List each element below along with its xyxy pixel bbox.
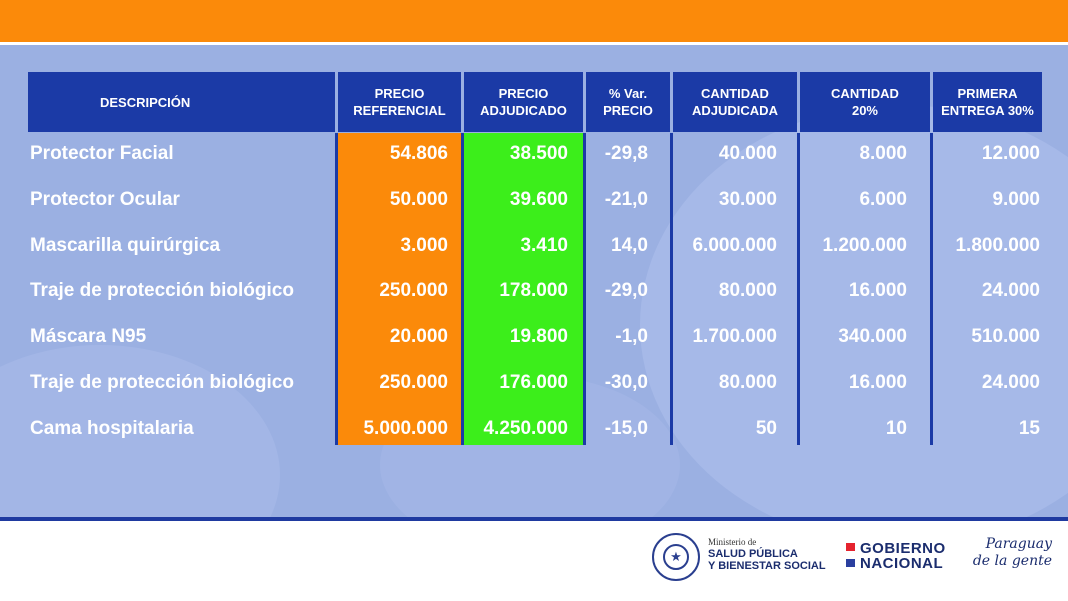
- cell-var-precio: -29,0: [604, 280, 648, 301]
- cell-cantidad-adjudicada: 80.000: [718, 372, 777, 393]
- cell-descripcion: Cama hospitalaria: [30, 418, 194, 439]
- gobierno-line: NACIONAL: [860, 555, 944, 572]
- header-label: PRIMERA: [957, 86, 1018, 101]
- header-label: ADJUDICADO: [480, 103, 567, 118]
- header-descripcion: [28, 72, 335, 132]
- header-primera-entrega: [933, 72, 1042, 132]
- header-label: CANTIDAD: [701, 86, 769, 101]
- cell-cantidad-20: 1.200.000: [822, 235, 907, 256]
- cell-descripcion: Protector Ocular: [30, 189, 180, 210]
- cell-precio-referencial: 250.000: [379, 280, 448, 301]
- cell-precio-referencial: 20.000: [389, 326, 448, 347]
- header-precio-referencial: [338, 72, 461, 132]
- cell-primera-entrega: 24.000: [981, 372, 1040, 393]
- cell-primera-entrega: 1.800.000: [955, 235, 1040, 256]
- cell-precio-referencial: 250.000: [379, 372, 448, 393]
- header-label: REFERENCIAL: [353, 103, 446, 118]
- cell-descripcion: Protector Facial: [30, 143, 174, 164]
- header-var-precio: [586, 72, 670, 132]
- header-label: PRECIO: [498, 86, 549, 101]
- header-label: ADJUDICADA: [692, 103, 778, 118]
- header-label: ENTREGA 30%: [941, 103, 1034, 118]
- cell-var-precio: -1,0: [615, 326, 648, 347]
- ministry-name-line: Y BIENESTAR SOCIAL: [708, 560, 826, 572]
- cell-cantidad-20: 340.000: [838, 326, 907, 347]
- header-label: 20%: [851, 103, 878, 118]
- ministry-name-line: SALUD PÚBLICA: [708, 548, 798, 560]
- flag-icon: [846, 543, 855, 567]
- cell-precio-adjudicado: 39.600: [509, 189, 568, 210]
- gobierno-line: GOBIERNO: [860, 540, 946, 557]
- header-precio-adjudicado: [464, 72, 583, 132]
- paraguay-slogan-logo: [972, 536, 1052, 570]
- header-cantidad-20: [800, 72, 930, 132]
- cell-cantidad-20: 8.000: [859, 143, 907, 164]
- header-label: PRECIO: [603, 103, 653, 118]
- cell-var-precio: -21,0: [604, 189, 648, 210]
- cell-cantidad-20: 10: [885, 418, 907, 439]
- cell-precio-adjudicado: 3.410: [520, 235, 568, 256]
- cell-precio-referencial: 5.000.000: [363, 418, 448, 439]
- slogan-line: Paraguay: [985, 536, 1052, 552]
- cell-precio-adjudicado: 176.000: [499, 372, 568, 393]
- cell-precio-referencial: 54.806: [389, 143, 448, 164]
- cell-precio-adjudicado: 4.250.000: [483, 418, 568, 439]
- ministry-name: [708, 548, 826, 572]
- cell-cantidad-adjudicada: 40.000: [718, 143, 777, 164]
- slogan-line: de la gente: [972, 553, 1052, 569]
- government-seal-icon: ★: [652, 533, 700, 581]
- ministry-label: Ministerio de: [708, 537, 757, 547]
- cell-primera-entrega: 12.000: [981, 143, 1040, 164]
- cell-primera-entrega: 15: [1018, 418, 1040, 439]
- gobierno-nacional-logo: [860, 541, 946, 571]
- cell-descripcion: Mascarilla quirúrgica: [30, 235, 221, 256]
- cell-cantidad-20: 16.000: [848, 372, 907, 393]
- cell-precio-referencial: 50.000: [389, 189, 448, 210]
- cell-primera-entrega: 9.000: [992, 189, 1040, 210]
- cell-cantidad-adjudicada: 80.000: [718, 280, 777, 301]
- header-label: % Var.: [608, 86, 648, 101]
- cell-cantidad-adjudicada: 6.000.000: [692, 235, 777, 256]
- cell-cantidad-adjudicada: 50: [755, 418, 777, 439]
- cell-var-precio: -15,0: [604, 418, 648, 439]
- cell-descripcion: Traje de protección biológico: [30, 372, 294, 393]
- cell-cantidad-20: 6.000: [859, 189, 907, 210]
- cell-cantidad-adjudicada: 30.000: [718, 189, 777, 210]
- header-descripcion-label: DESCRIPCIÓN: [100, 94, 191, 110]
- cell-var-precio: 14,0: [611, 235, 648, 256]
- cell-descripcion: Traje de protección biológico: [30, 280, 294, 301]
- cell-primera-entrega: 510.000: [971, 326, 1040, 347]
- cell-precio-adjudicado: 38.500: [509, 143, 568, 164]
- cell-precio-adjudicado: 178.000: [499, 280, 568, 301]
- cell-primera-entrega: 24.000: [981, 280, 1040, 301]
- top-orange-band: [0, 0, 1068, 42]
- header-cantidad-adjudicada: [673, 72, 797, 132]
- header-label: CANTIDAD: [831, 86, 899, 101]
- cell-precio-adjudicado: 19.800: [509, 326, 568, 347]
- cell-cantidad-20: 16.000: [848, 280, 907, 301]
- cell-descripcion: Máscara N95: [30, 326, 147, 347]
- header-label: PRECIO: [374, 86, 425, 101]
- bottom-divider: [0, 517, 1068, 521]
- cell-precio-referencial: 3.000: [400, 235, 448, 256]
- cell-var-precio: -29,8: [604, 143, 648, 164]
- cell-var-precio: -30,0: [604, 372, 648, 393]
- cell-cantidad-adjudicada: 1.700.000: [692, 326, 777, 347]
